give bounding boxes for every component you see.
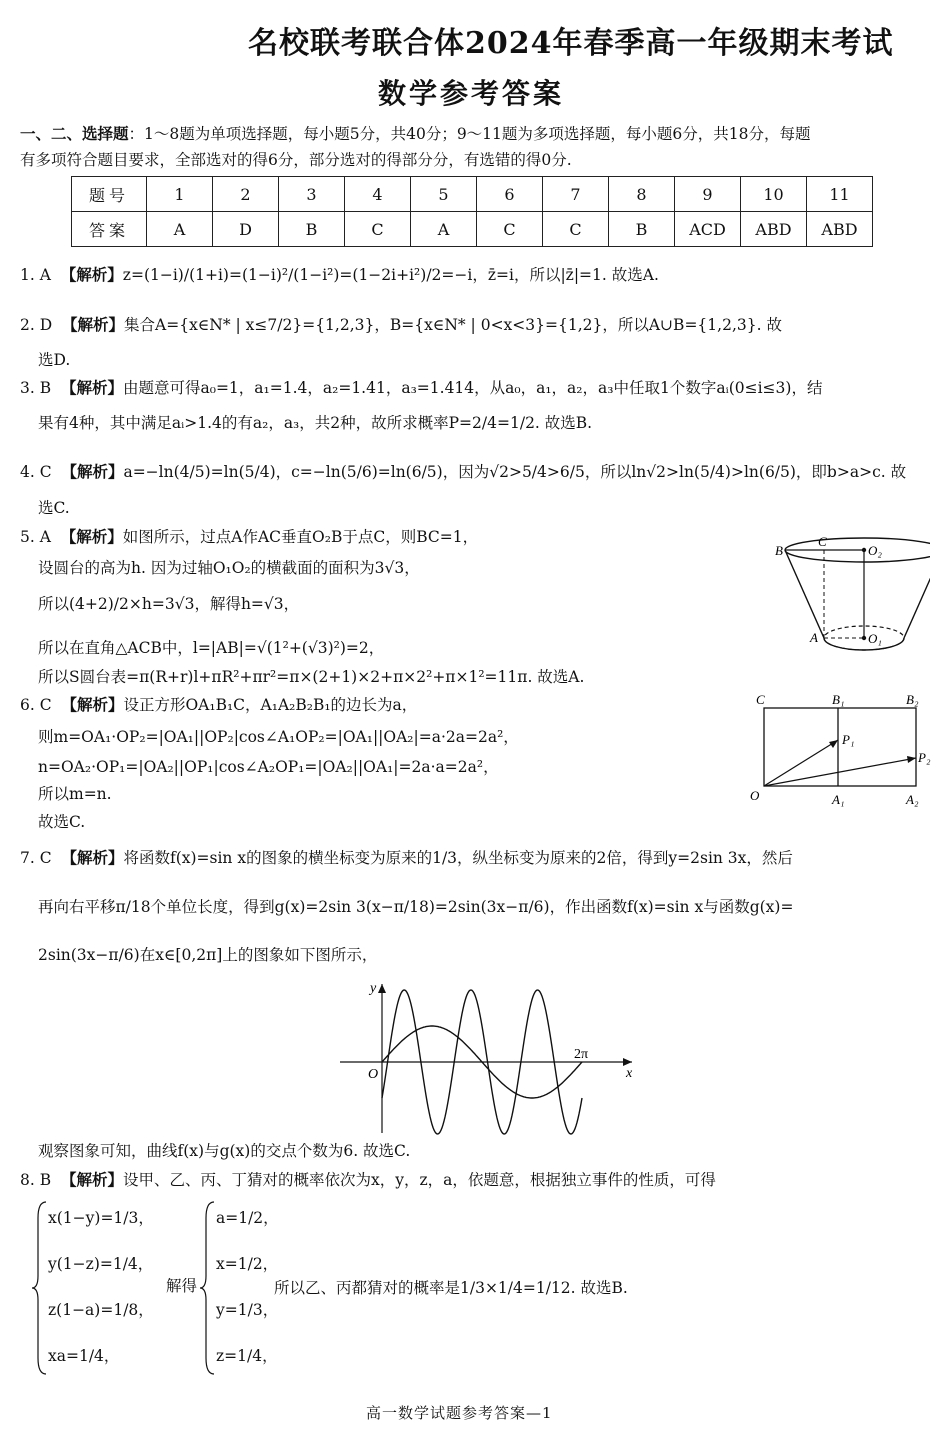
intro-label: 一、二、选择题 <box>20 125 129 143</box>
page-footer: 高一数学试题参考答案—1 <box>366 1404 553 1422</box>
graph-label-2pi: 2π <box>574 1047 589 1062</box>
q7-line-4: 观察图象可知，曲线f(x)与g(x)的交点个数为6. 故选C. <box>38 1142 411 1160</box>
q8-line-1 <box>20 1170 716 1190</box>
system2-eq-1: a=1/2， <box>216 1209 279 1227</box>
q4-line-1 <box>20 462 906 482</box>
analysis-tag: 【解析】 <box>60 266 123 284</box>
analysis-tag: 【解析】 <box>61 696 124 714</box>
q2-line-2: 选D. <box>38 351 71 369</box>
q2-number: 2. D <box>20 316 53 334</box>
label-a: A <box>810 630 818 645</box>
table-cell: C <box>477 212 543 247</box>
q8-text-1: 设甲、乙、丙、丁猜对的概率依次为x，y，z，a，依题意，根据独立事件的性质，可得 <box>122 1171 716 1189</box>
q6-line-5: 故选C. <box>38 813 86 831</box>
label-a2: A₂ <box>906 792 919 807</box>
vector-squares-figure <box>746 688 936 813</box>
table-cell: 10 <box>741 177 807 212</box>
label-c: C <box>756 692 765 707</box>
q7-line-3: 2sin(3x−π/6)在x∈[0,2π]上的图象如下图所示， <box>38 946 378 964</box>
q7-number: 7. C <box>20 849 52 867</box>
q7-text-1: 将函数f(x)=sin x的图象的横坐标变为原来的1/3，纵坐标变为原来的2倍，得到y=2sin 3x，然后 <box>123 849 793 867</box>
q8-conclusion: 所以乙、丙都猜对的概率是1/3×1/4=1/12. 故选B. <box>274 1279 628 1297</box>
q6-line-3: n=OA₂·OP₁=|OA₂||OP₁|cos∠A₂OP₁=|OA₂||OA₁|=2a·a=2a²， <box>38 758 499 776</box>
table-cell: 4 <box>345 177 411 212</box>
q6-line-2: 则m=OA₁·OP₂=|OA₁||OP₂|cos∠A₁OP₂=|OA₁||OA₂|=a·2a=2a²， <box>38 728 519 746</box>
system1-eq-3: z(1−a)=1/8， <box>48 1301 154 1319</box>
table-row-label: 题号 <box>72 177 147 212</box>
q3-line-1 <box>20 378 822 398</box>
analysis-tag: 【解析】 <box>60 1171 123 1189</box>
table-cell: ABD <box>807 212 873 247</box>
q5-number: 5. A <box>20 528 51 546</box>
q6-number: 6. C <box>20 696 52 714</box>
label-b2: B₂ <box>906 692 919 707</box>
q1-line-1 <box>20 265 659 285</box>
q5-line-2: 设圆台的高为h. 因为过轴O₁O₂的横截面的面积为3√3， <box>38 559 420 577</box>
table-cell: 11 <box>807 177 873 212</box>
table-cell: C <box>543 212 609 247</box>
system1-eq-1: x(1−y)=1/3， <box>48 1209 154 1227</box>
q7-line-2: 再向右平移π/18个单位长度，得到g(x)=2sin 3(x−π/18)=2sin(3x−π/6)，作出函数f(x)=sin x与函数g(x)= <box>38 898 794 916</box>
table-cell: 6 <box>477 177 543 212</box>
label-a1: A₁ <box>832 792 845 807</box>
q3-number: 3. B <box>20 379 52 397</box>
q5-line-3: 所以(4+2)/2×h=3√3，解得h=√3， <box>38 595 300 613</box>
q6-line-1 <box>20 695 417 715</box>
table-cell: ACD <box>675 212 741 247</box>
brace-left-2 <box>198 1198 218 1378</box>
system2-eq-2: x=1/2， <box>216 1255 279 1273</box>
analysis-tag: 【解析】 <box>60 528 123 546</box>
table-row-label: 答案 <box>72 212 147 247</box>
table-cell: 9 <box>675 177 741 212</box>
label-p2: P₂ <box>918 750 931 765</box>
intro-line-2: 有多项符合题目要求，全部选对的得6分，部分选对的得部分分，有选错的得0分. <box>20 151 572 169</box>
frustum-figure <box>770 530 930 665</box>
label-b1: B₁ <box>832 692 845 707</box>
system1-eq-2: y(1−z)=1/4， <box>48 1255 154 1273</box>
q4-line-2: 选C. <box>38 499 70 517</box>
q5-line-4: 所以在直角△ACB中，l=|AB|=√(1²+(√3)²)=2， <box>38 639 385 657</box>
table-cell: ABD <box>741 212 807 247</box>
q1-number: 1. A <box>20 266 51 284</box>
table-cell: 5 <box>411 177 477 212</box>
label-b: B <box>775 543 783 558</box>
table-cell: 8 <box>609 177 675 212</box>
table-cell: 1 <box>147 177 213 212</box>
q4-number: 4. C <box>20 463 52 481</box>
label-o: O <box>750 788 760 803</box>
analysis-tag: 【解析】 <box>62 316 125 334</box>
table-cell: A <box>411 212 477 247</box>
solve-word: 解得 <box>166 1277 198 1295</box>
q8-number: 8. B <box>20 1171 52 1189</box>
system2-eq-4: z=1/4， <box>216 1347 278 1365</box>
sine-graph-figure <box>330 978 640 1138</box>
q3-line-2: 果有4种，其中满足aᵢ>1.4的有a₂，a₃，共2种，故所求概率P=2/4=1/2. 故选B. <box>38 414 593 432</box>
q5-line-5: 所以S圆台表=π(R+r)l+πR²+πr²=π×(2+1)×2+π×2²+π×1²=11π. 故选A. <box>38 668 585 686</box>
intro-text-1: ：1～8题为单项选择题，每小题5分，共40分；9～11题为多项选择题，每小题6分，共18分，每题 <box>128 125 811 143</box>
q2-line-1 <box>20 315 782 335</box>
table-cell: 3 <box>279 177 345 212</box>
graph-label-x: x <box>626 1066 633 1081</box>
exam-title: 名校联考联合体2024年春季高一年级期末考试 <box>248 26 894 61</box>
q5-line-1 <box>20 527 478 547</box>
table-cell: B <box>279 212 345 247</box>
table-row-answers <box>72 212 873 247</box>
answer-key-subtitle: 数学参考答案 <box>378 77 565 110</box>
table-cell: 7 <box>543 177 609 212</box>
q6-line-4: 所以m=n. <box>38 785 112 803</box>
q3-text-1: 由题意可得a₀=1，a₁=1.4，a₂=1.41，a₃=1.414，从a₀，a₁，a₂，a₃中任取1个数字aᵢ(0≤i≤3)，结 <box>122 379 823 397</box>
table-cell: C <box>345 212 411 247</box>
system1-eq-4: xa=1/4， <box>48 1347 120 1365</box>
q7-line-1 <box>20 848 793 868</box>
q1-text: z=(1−i)/(1+i)=(1−i)²/(1−i²)=(1−2i+i²)/2=−i，z̄=i，所以|z̄|=1. 故选A. <box>122 266 659 284</box>
table-cell: B <box>609 212 675 247</box>
brace-left-1 <box>30 1198 50 1378</box>
graph-label-y: y <box>370 981 377 996</box>
answer-table <box>71 176 873 247</box>
table-cell: D <box>213 212 279 247</box>
table-cell: A <box>147 212 213 247</box>
analysis-tag: 【解析】 <box>61 463 124 481</box>
label-c: C <box>818 534 827 549</box>
label-o2: O₂ <box>868 543 882 558</box>
label-o1: O₁ <box>868 631 882 646</box>
q5-text-1: 如图所示，过点A作AC垂直O₂B于点C，则BC=1， <box>122 528 479 546</box>
table-cell: 2 <box>213 177 279 212</box>
intro-line-1 <box>20 124 811 144</box>
analysis-tag: 【解析】 <box>60 379 123 397</box>
label-p1: P₁ <box>842 732 855 747</box>
q6-text-1: 设正方形OA₁B₁C，A₁A₂B₂B₁的边长为a， <box>123 696 418 714</box>
analysis-tag: 【解析】 <box>61 849 124 867</box>
q4-text-1: a=−ln(4/5)=ln(5/4)，c=−ln(5/6)=ln(6/5)，因为√2>5/4>6/5，所以ln√2>ln(5/4)>ln(6/5)，即b>a>c. 故 <box>123 463 907 481</box>
system2-eq-3: y=1/3， <box>216 1301 279 1319</box>
table-row-numbers <box>72 177 873 212</box>
graph-label-origin: O <box>368 1067 379 1082</box>
q2-text-1: 集合A={x∈N* | x≤7/2}={1,2,3}，B={x∈N* | 0<x<3}={1,2}，所以A∪B={1,2,3}. 故 <box>124 316 782 334</box>
